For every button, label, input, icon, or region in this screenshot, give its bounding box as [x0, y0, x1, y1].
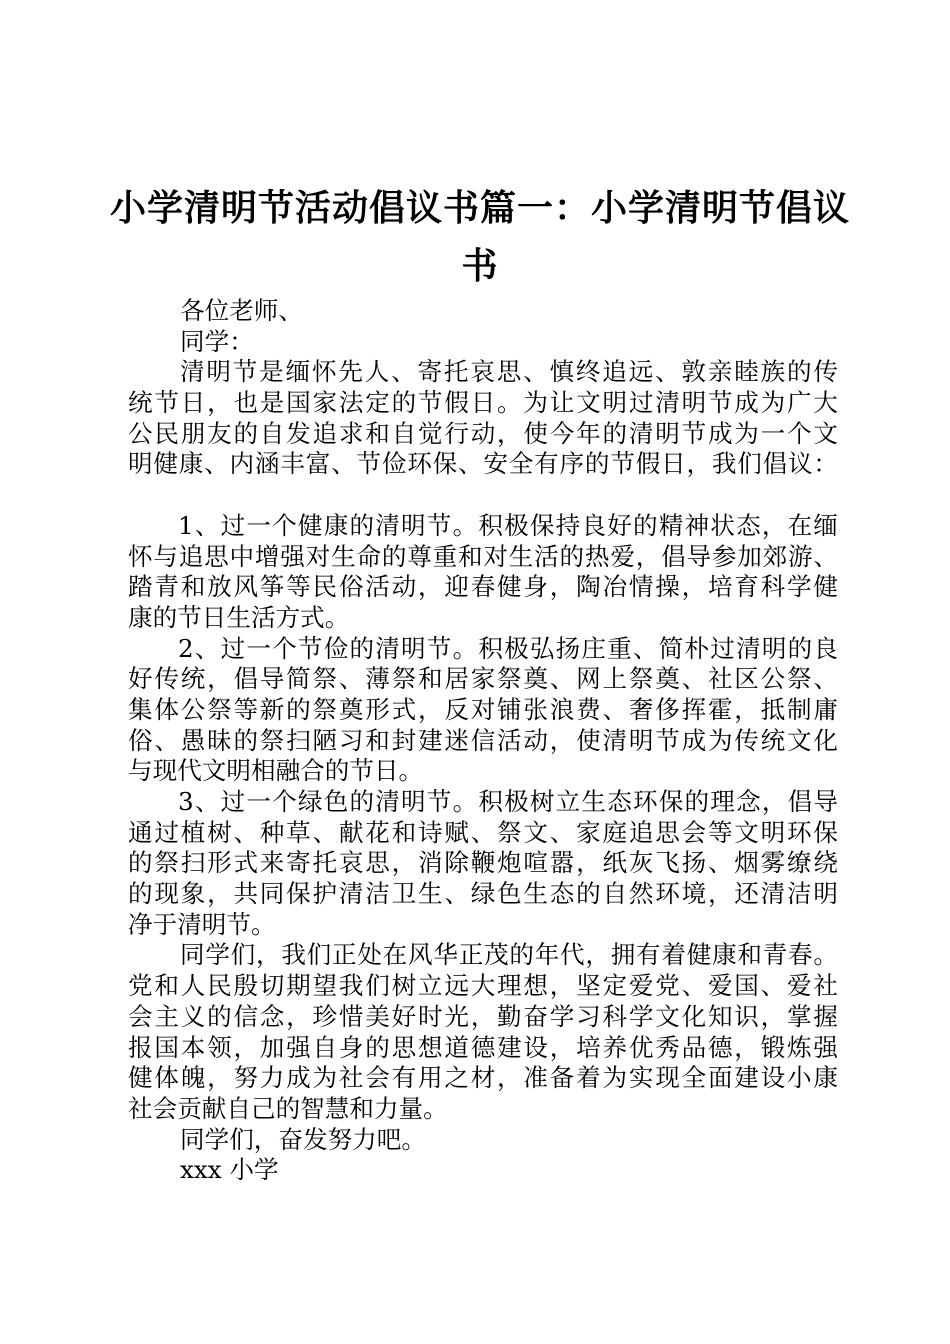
paragraph-line: 与现代文明相融合的节日。	[128, 756, 424, 786]
paragraph-line: 的现象，共同保护清洁卫生、绿色生态的自然环境，还清洁明	[128, 879, 838, 909]
proposal-item-2	[128, 634, 838, 787]
paragraph-line: 康的节日生活方式。	[128, 602, 350, 632]
paragraph-line: 踏青和放风筝等民俗活动，迎春健身，陶冶情操，培育科学健	[128, 572, 838, 602]
paragraph-line: 净于清明节。	[128, 909, 276, 939]
document-body	[128, 296, 838, 1186]
proposal-item-1	[128, 511, 838, 634]
paragraph-line: 会主义的信念，珍惜美好时光，勤奋学习科学文化知识，掌握	[128, 1001, 838, 1031]
paragraph-line: 报国本领，加强自身的思想道德建设，培养优秀品德，锻炼强	[128, 1032, 838, 1062]
paragraph-line: 的祭扫形式来寄托哀思，消除鞭炮喧嚣，纸灰飞扬、烟雾缭绕	[128, 848, 838, 878]
closing-paragraph	[128, 940, 838, 1124]
paragraph-gap	[128, 480, 838, 511]
paragraph-line: 2、过一个节俭的清明节。积极弘扬庄重、简朴过清明的良	[178, 633, 838, 663]
paragraph-line: 1、过一个健康的清明节。积极保持良好的精神状态，在缅	[178, 510, 838, 540]
paragraph-line: 社会贡献自己的智慧和力量。	[128, 1093, 448, 1123]
greeting-line-2: 同学：	[180, 326, 254, 356]
paragraph-line: 同学们，我们正处在风华正茂的年代，拥有着健康和青春。	[180, 940, 838, 970]
paragraph-line: 俗、愚昧的祭扫陋习和封建迷信活动，使清明节成为传统文化	[128, 725, 838, 755]
paragraph-line: 集体公祭等新的祭奠形式，反对铺张浪费、奢侈挥霍，抵制庸	[128, 694, 838, 724]
paragraph-line: 怀与追思中增强对生命的尊重和对生活的热爱，倡导参加郊游、	[128, 541, 838, 571]
paragraph-line: 统节日，也是国家法定的节假日。为让文明过清明节成为广大	[128, 388, 838, 418]
paragraph-line: 党和人民殷切期望我们树立远大理想，坚定爱党、爱国、爱社	[128, 971, 838, 1001]
paragraph-line: 清明节是缅怀先人、寄托哀思、慎终追远、敦亲睦族的传	[180, 357, 838, 387]
signature: xxx 小学	[180, 1155, 279, 1185]
paragraph-line: 好传统，倡导简祭、薄祭和居家祭奠、网上祭奠、社区公祭、	[128, 664, 838, 694]
greeting-line-1: 各位老师、	[180, 296, 303, 325]
proposal-item-3	[128, 787, 838, 940]
paragraph-line: 通过植树、种草、献花和诗赋、祭文、家庭追思会等文明环保	[128, 817, 838, 847]
paragraph-line: 3、过一个绿色的清明节。积极树立生态环保的理念，倡导	[178, 787, 838, 816]
paragraph-line: 公民朋友的自发追求和自觉行动，使今年的清明节成为一个文	[128, 418, 838, 448]
document-title: 小学清明节活动倡议书篇一：小学清明节倡议书	[110, 188, 851, 287]
paragraph-line: 健体魄，努力成为社会有用之材，准备着为实现全面建设小康	[128, 1063, 838, 1093]
intro-paragraph	[128, 357, 838, 480]
paragraph-line: 明健康、内涵丰富、节俭环保、安全有序的节假日，我们倡议：	[128, 449, 838, 479]
exhortation-line: 同学们，奋发努力吧。	[180, 1124, 426, 1154]
